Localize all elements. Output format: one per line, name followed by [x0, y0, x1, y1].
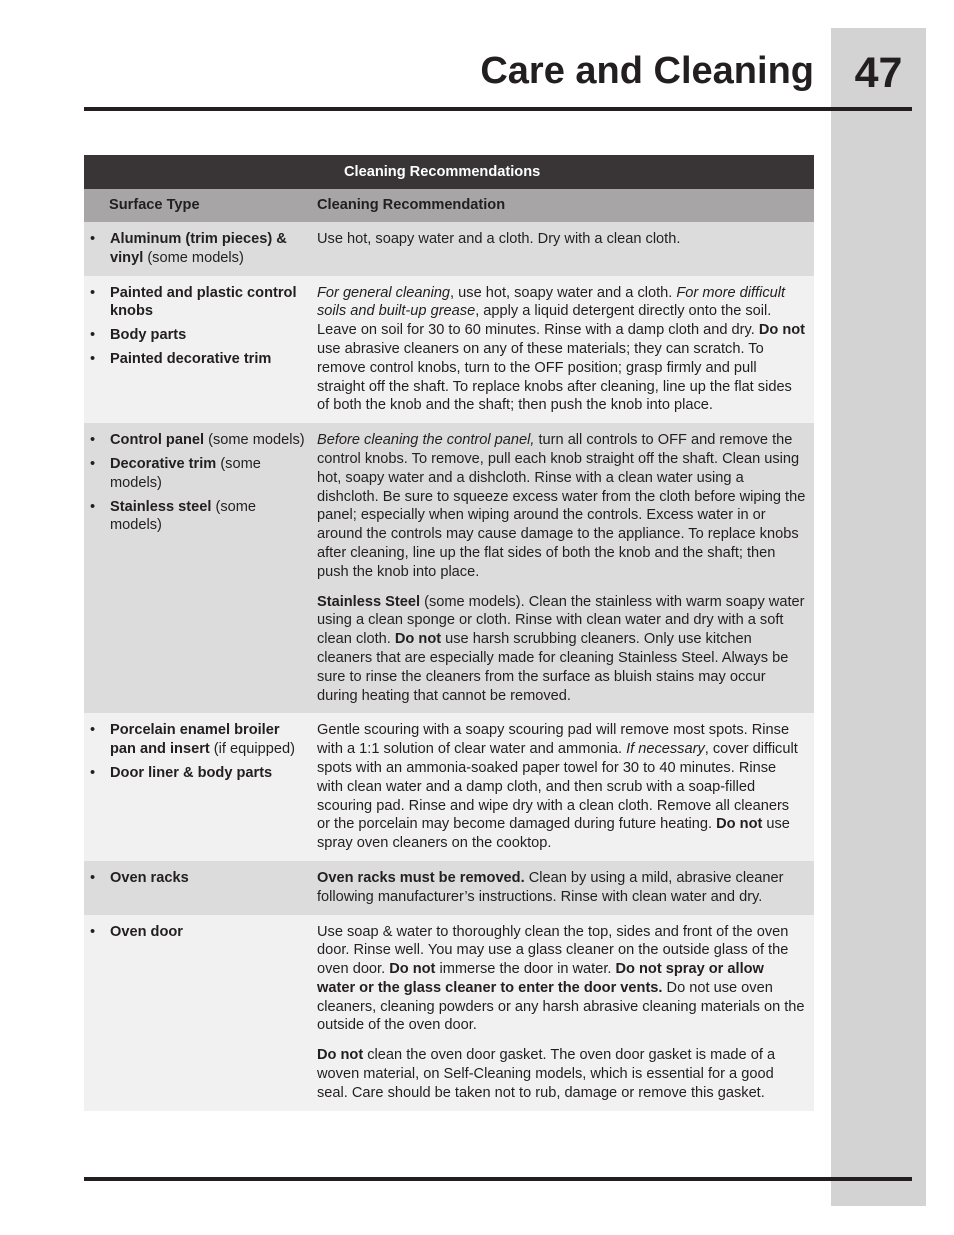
side-tab: [831, 28, 926, 1206]
surface-item: [90, 498, 305, 536]
bullet-icon: •: [90, 923, 96, 940]
text-run: Use soap & water to thoroughly clean the top, sides and front of the oven door. Rinse well. You may use a glass cleaner on the outside glass of the oven door.: [317, 923, 789, 978]
table-row: [84, 423, 814, 713]
text-run: use abrasive cleaners on any of these materials; they can scratch. To remove control knobs, turn to the OFF position; grasp firmly and pull straight off the shaft. To replace knobs after cleaning, line up the flat sides of both the knob and the shaft; then push the knob into place.: [317, 340, 792, 414]
surface-cell: [84, 222, 309, 276]
surface-note: (some models): [204, 432, 305, 449]
surface-name: Control panel: [110, 432, 205, 449]
bullet-icon: •: [90, 498, 96, 515]
surface-item: [90, 764, 305, 783]
text-run: Do not: [716, 816, 763, 833]
text-run: clean the oven door gasket. The oven door gasket is made of a woven material, on Self-Cleaning models, which is essential for a good seal. Care should be taken not to rub, damage or remove this gasket.: [317, 1047, 776, 1101]
surface-list: [90, 869, 305, 888]
table-row: [84, 713, 814, 861]
surface-name: Porcelain enamel broiler pan and insert: [110, 722, 280, 758]
surface-list: [90, 721, 305, 782]
surface-name: Painted decorative trim: [110, 350, 272, 367]
surface-item: [90, 721, 305, 759]
table-row: [84, 861, 814, 915]
table-row: [84, 222, 814, 276]
surface-cell: [84, 713, 309, 861]
surface-name: Oven racks: [110, 869, 189, 886]
text-run: For general cleaning: [317, 284, 451, 301]
text-run: Do not: [389, 961, 436, 978]
surface-item: [90, 350, 305, 369]
surface-list: [90, 923, 305, 942]
text-run: Use hot, soapy water and a cloth. Dry with a clean cloth.: [317, 231, 681, 247]
surface-cell: [84, 276, 309, 424]
cleaning-table: [84, 155, 814, 1111]
surface-name: Aluminum (trim pieces) & vinyl: [110, 231, 287, 266]
text-run: Oven racks must be removed.: [317, 869, 525, 886]
recommendation-paragraph: [317, 923, 806, 1036]
text-run: Stainless Steel: [317, 593, 421, 610]
surface-name: Painted and plastic control knobs: [110, 284, 297, 320]
recommendation-paragraph: [317, 721, 806, 853]
bullet-icon: •: [90, 350, 96, 367]
column-header-row: [84, 189, 814, 222]
surface-note: (some models): [110, 455, 261, 491]
recommendation-paragraph: [317, 284, 806, 416]
recommendation-cell: [309, 861, 814, 915]
col-header-surface: Surface Type: [84, 189, 309, 222]
text-run: , use hot, soapy water and a cloth.: [450, 284, 677, 301]
table-caption: Cleaning Recommendations: [84, 155, 814, 189]
surface-list: [90, 431, 305, 535]
text-run: (some models). Clean the stainless with warm soapy water using a clean sponge or cloth. Rinse with clean water and dry with a soft clean cloth.: [317, 593, 805, 648]
surface-name: Stainless steel: [110, 498, 212, 515]
recommendation-cell: [309, 713, 814, 861]
bullet-icon: •: [90, 432, 96, 449]
table-row: [84, 915, 814, 1111]
surface-cell: [84, 423, 309, 713]
text-run: Gentle scouring with a soapy scouring pad will remove most spots. Rinse with a 1:1 solution of clear water and ammonia.: [317, 722, 790, 758]
table-row: [84, 276, 814, 424]
text-run: use harsh scrubbing cleaners. Only use kitchen cleaners that are especially made for cleaning Stainless Steel. Always be sure to rinse the cleaners from the surface as bluish stains may occur during heating that cannot be removed.: [317, 631, 789, 704]
surface-item: [90, 431, 305, 450]
text-run: , cover difficult spots with an ammonia-soaked paper towel for 30 to 40 minutes. Rinse with clean water and a damp cloth, and then scrub with a soap-filled scouring pad. Rinse and wipe dry with a clean cloth. Remove all cleaners or the porcelain may become damaged during future heating.: [317, 741, 798, 833]
text-run: Clean by using a mild, abrasive cleaner following manufacturer’s instructions. Rinse with clean water and dry.: [317, 869, 784, 905]
surface-name: Decorative trim: [110, 455, 217, 472]
surface-item: [90, 923, 305, 942]
text-run: use spray oven cleaners on the cooktop.: [317, 816, 790, 852]
surface-cell: [84, 861, 309, 915]
top-rule: [84, 107, 912, 111]
recommendation-cell: [309, 222, 814, 276]
surface-list: [90, 284, 305, 369]
text-run: Do not: [758, 322, 806, 339]
col-header-recommendation: Cleaning Recommendation: [309, 189, 814, 222]
text-run: Do not: [317, 1047, 364, 1064]
text-run: Do not use oven cleaners, cleaning powders or any harsh abrasive cleaning materials on the outside of the oven door.: [317, 979, 805, 1034]
recommendation-cell: [309, 915, 814, 1111]
recommendation-paragraph: [317, 869, 806, 907]
recommendation-cell: [309, 276, 814, 424]
surface-name: Oven door: [110, 923, 183, 940]
surface-item: [90, 869, 305, 888]
recommendation-cell: [309, 423, 814, 713]
recommendation-paragraph: [317, 1046, 806, 1102]
bullet-icon: •: [90, 869, 96, 886]
bullet-icon: •: [90, 231, 96, 247]
text-run: If necessary: [626, 741, 705, 758]
bullet-icon: •: [90, 284, 96, 301]
recommendation-paragraph: [317, 230, 806, 249]
surface-note: (some models): [110, 498, 257, 534]
bottom-rule: [84, 1177, 912, 1181]
surface-note: (if equipped): [209, 741, 295, 758]
page-title: Care and Cleaning: [480, 50, 814, 92]
text-run: Do not spray or allow water or the glass cleaner to enter the door vents.: [317, 961, 764, 996]
recommendation-paragraph: [317, 593, 806, 706]
text-run: Do not: [394, 631, 442, 648]
surface-item: [90, 284, 305, 322]
surface-name: Door liner & body parts: [110, 764, 273, 781]
surface-cell: [84, 915, 309, 1111]
surface-list: [90, 230, 305, 268]
surface-item: [90, 455, 305, 493]
surface-item: [90, 230, 305, 268]
bullet-icon: •: [90, 764, 96, 781]
surface-item: [90, 326, 305, 345]
bullet-icon: •: [90, 722, 96, 739]
text-run: immerse the door in water.: [435, 961, 616, 978]
text-run: For more difficult soils and built-up grease: [317, 284, 786, 320]
text-run: , apply a liquid detergent directly onto the soil. Leave on soil for 30 to 60 minutes. Rinse with a damp cloth and dry.: [317, 303, 772, 339]
page-number: 47: [854, 49, 903, 97]
text-run: Before cleaning the control panel,: [317, 432, 535, 449]
bullet-icon: •: [90, 327, 96, 344]
surface-note: (some models): [143, 249, 244, 266]
text-run: turn all controls to OFF and remove the control knobs. To remove, pull each knob straight off the shaft. Clean using hot, soapy water and a dishcloth. Rinse with a clean water using a dishcloth. Be sure to squeeze excess water from the cloth before wiping the panel; especially when wiping around the controls. Excess water in or around the controls may cause damage to the appliance. To replace knobs after cleaning, line up the flat sides of both the knob and the shaft; then push the knob into place.: [317, 432, 806, 580]
bullet-icon: •: [90, 455, 96, 472]
recommendation-paragraph: [317, 431, 806, 581]
surface-name: Body parts: [110, 327, 187, 344]
